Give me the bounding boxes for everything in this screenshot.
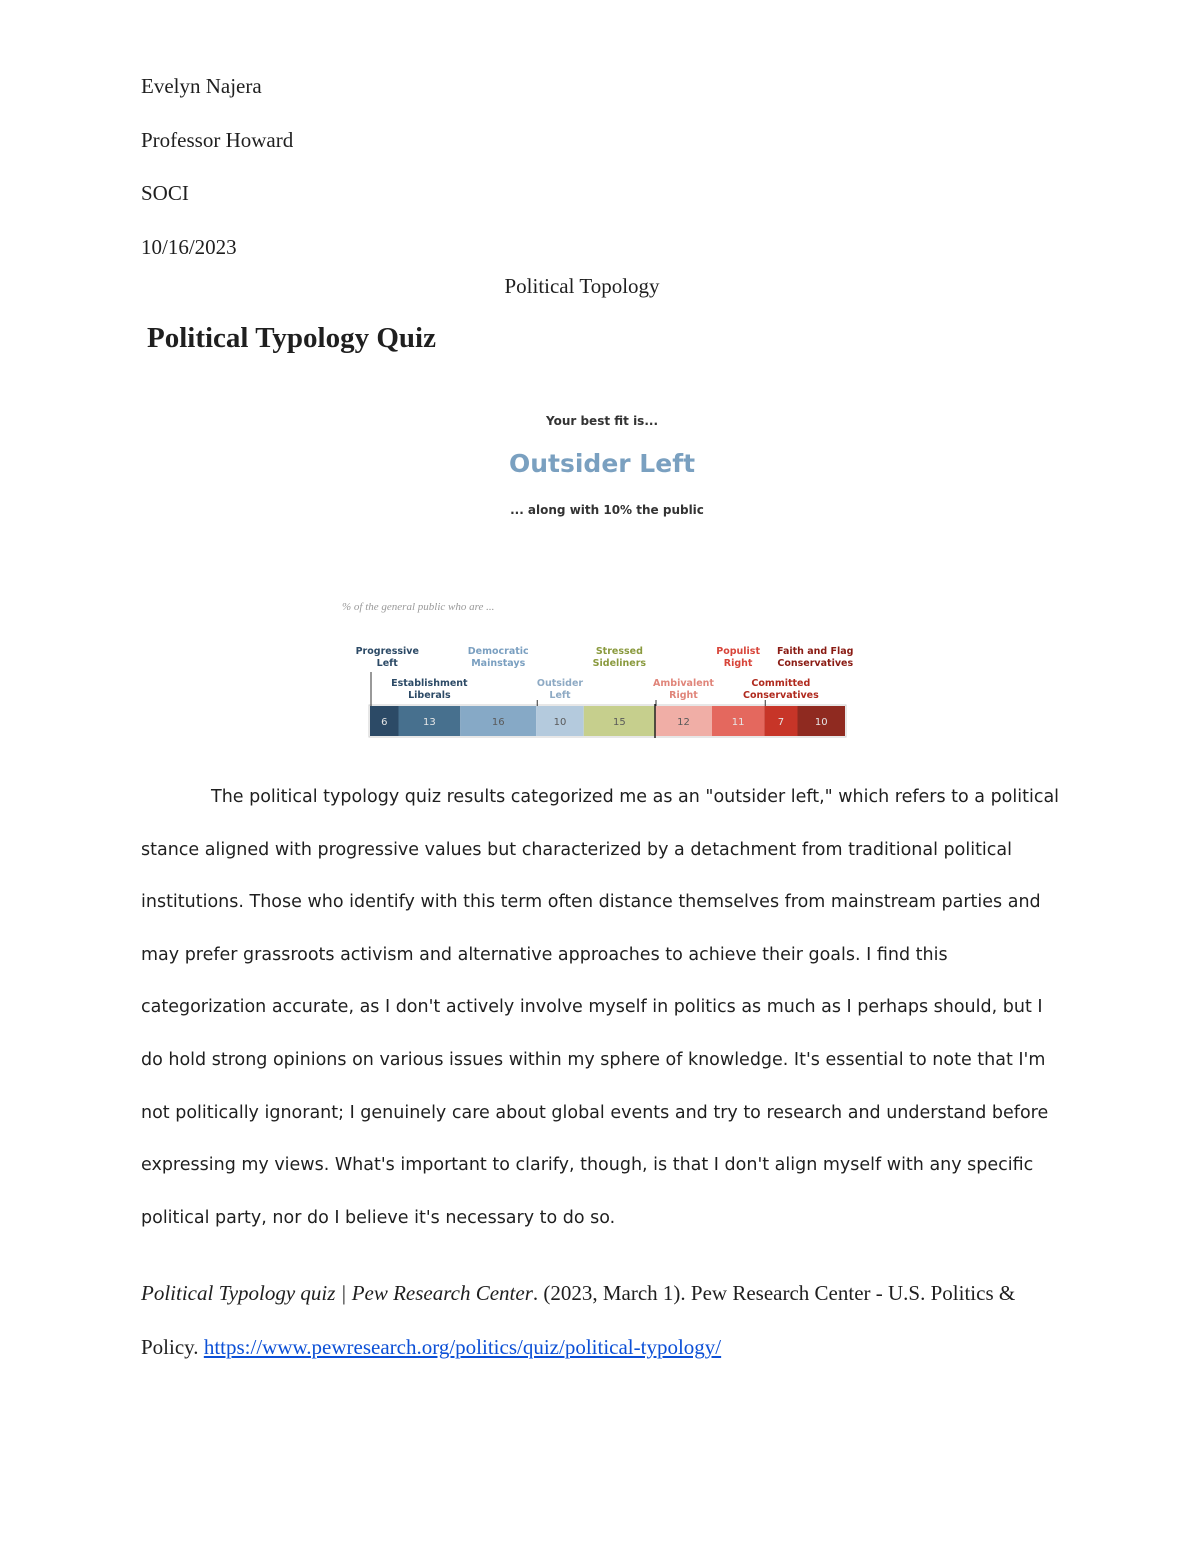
chart-category-label: Left [376,658,398,669]
chart-category-label: Ambivalent [653,678,714,689]
typology-chart [340,638,860,742]
best-fit-intro: Your best fit is... [546,414,658,428]
chart-value-label: 6 [381,717,388,728]
chart-category-label: Committed [751,678,811,689]
course-name: SOCI [141,181,189,205]
best-fit-typology: Outsider Left [508,449,696,478]
chart-value-label: 10 [814,717,828,728]
chart-value-label: 7 [777,717,785,728]
reflection-paragraph: The political typology quiz results categorized me as an "outsider left," which refers to a political stance aligned with progressive values but characterized by a detachment from traditional political institutions. Those who identify with this term often distance themselves from mainstream parties and may prefer grassroots activism and alternative approaches to achieve their goals. I find this categorization accurate, as I don't actively involve myself in politics as much as I perhaps should, but I do hold strong opinions on various issues within my sphere of knowledge. It's essential to note that I'm not politically ignorant; I genuinely care about global events and try to research and understand before expressing my views. What's important to clarify, though, is that I don't align myself with any specific political party, nor do I believe it's necessary to do so. [141,787,1060,1228]
chart-value-label: 15 [613,717,626,728]
chart-value-label: 13 [423,717,436,728]
chart-value-label: 10 [553,717,567,728]
citation [141,1266,1061,1374]
assignment-date: 10/16/2023 [141,235,237,259]
chart-category-label: Mainstays [471,658,526,669]
chart-category-label: Left [549,690,571,701]
chart-category-label: Right [723,658,753,669]
chart-category-label: Outsider [536,678,584,689]
chart-category-label: Right [669,690,698,701]
chart-category-label: Conservatives [777,658,854,669]
chart-category-label: Liberals [408,690,451,701]
best-fit-share: ... along with 10% the public [510,503,704,517]
chart-category-label: Progressive [355,646,419,657]
chart-category-label: Establishment [391,678,468,689]
author-name: Evelyn Najera [141,74,262,98]
chart-value-label: 12 [677,717,690,728]
professor-name: Professor Howard [141,128,294,152]
chart-category-label: Faith and Flag [777,646,854,657]
citation-link[interactable]: https://www.pewresearch.org/politics/quiz/political-typology/ [203,1335,722,1359]
chart-category-label: Conservatives [743,690,819,701]
chart-caption: % of the general public who are ... [342,601,495,613]
chart-category-label: Stressed [595,646,643,657]
quiz-heading: Political Typology Quiz [147,322,436,354]
citation-details: . (2023, March 1). Pew Research Center - U.S. Politics & Policy. [141,1281,1016,1359]
chart-category-label: Sideliners [592,658,647,669]
chart-value-label: 16 [491,717,505,728]
citation-title: Political Typology quiz | Pew Research Center [141,1281,533,1305]
document-title: Political Topology [504,274,660,298]
chart-category-label: Populist [716,646,761,657]
body-text [141,771,1061,1244]
chart-value-label: 11 [731,717,745,728]
chart-category-label: Democratic [467,646,529,657]
